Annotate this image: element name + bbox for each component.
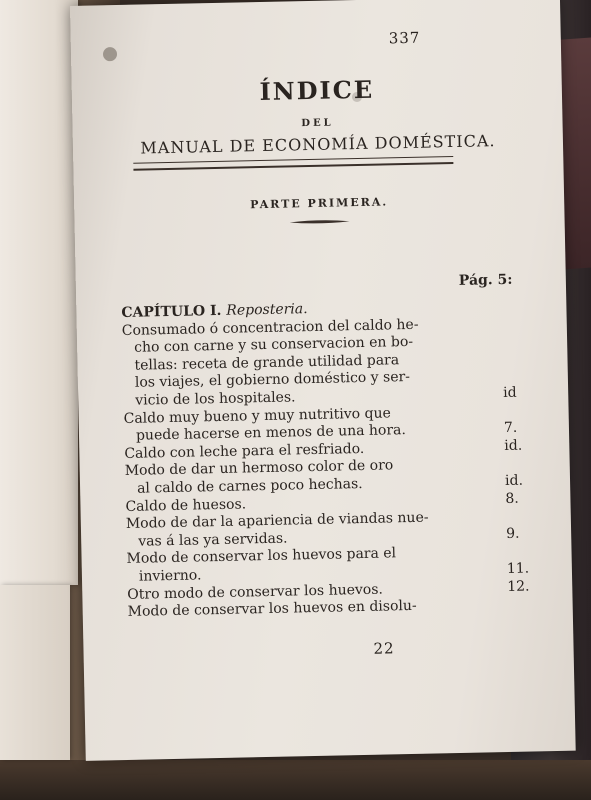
entry-text: Consumado ó concentracion del caldo he-: [121, 316, 419, 339]
entry-page: [502, 314, 542, 315]
chapter-name: Reposteria.: [226, 301, 308, 319]
entry-page: [502, 331, 542, 332]
entry-text: puede hacerse en menos de una hora.: [135, 422, 407, 444]
entry-text: tellas: receta de grande utilidad para: [134, 351, 400, 374]
part-title: PARTE PRIMERA.: [250, 195, 389, 212]
subtitle-del: DEL: [301, 117, 334, 130]
chapter-label: CAPÍTULO I.: [121, 302, 222, 321]
entry-text: Otro modo de conservar los huevos.: [127, 581, 384, 603]
entry-text: Modo de conservar los huevos en disolu-: [127, 597, 417, 621]
entry-page: id: [503, 384, 517, 401]
entry-page: 7.: [503, 419, 518, 437]
page-number: 337: [388, 28, 421, 48]
entry-text: Modo de dar la apariencia de viandas nue-: [125, 509, 429, 533]
entry-text: Caldo de huesos.: [125, 495, 247, 515]
index-entries: [121, 296, 548, 621]
background-table: [0, 760, 591, 800]
entry-page: 11.: [506, 560, 530, 577]
entry-page: 12.: [507, 578, 530, 595]
ornament-rule: [290, 218, 350, 225]
entry-page: id.: [504, 472, 524, 489]
entry-text: al caldo de carnes poco hechas.: [136, 475, 363, 497]
page-title: ÍNDICE: [259, 74, 375, 107]
entry-page: 9.: [505, 525, 520, 542]
left-page: [0, 0, 78, 585]
entry-text: invierno.: [138, 567, 202, 585]
entry-page: [502, 349, 542, 350]
entry-page: [503, 367, 543, 368]
entry-text: los viajes, el gobierno doméstico y ser-: [134, 369, 411, 392]
divider: [133, 162, 453, 171]
catchword: 22: [373, 639, 395, 658]
book-title: MANUAL DE ECONOMÍA DOMÉSTICA.: [140, 131, 496, 158]
entry-text: Caldo muy bueno y muy nutritivo que: [123, 404, 391, 427]
left-page-lower: [0, 585, 70, 760]
entry-text: vas á las ya servidas.: [138, 530, 288, 550]
entry-page: 8.: [505, 490, 519, 507]
page-column-header: Pág. 5:: [458, 271, 513, 289]
entry-page: id.: [504, 437, 523, 454]
book-page: [70, 0, 576, 761]
entry-text: cho con carne y su conservacion en bo-: [134, 334, 414, 356]
ink-stain: [103, 47, 117, 61]
entry-text: Modo de dar un hermoso color de oro: [124, 457, 394, 480]
entry-text: vicio de los hospitales.: [135, 389, 296, 409]
entry-text: Caldo con leche para el resfriado.: [124, 440, 365, 462]
entry-text: Modo de conservar los huevos para el: [126, 545, 397, 568]
